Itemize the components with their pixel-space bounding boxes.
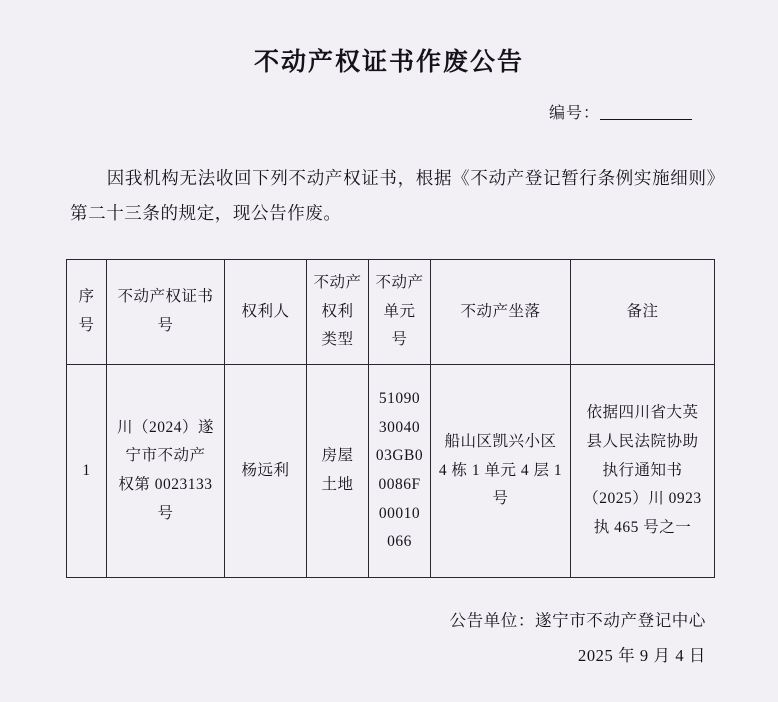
- cell-location: 船山区凯兴小区 4 栋 1 单元 4 层 1 号: [431, 365, 571, 578]
- serial-number-label: 编号：: [548, 105, 600, 122]
- cell-index: 1: [67, 365, 107, 578]
- cell-cert-no: 川（2024）遂 宁市不动产 权第 0023133 号: [107, 365, 225, 578]
- page-title: 不动产权证书作废公告: [253, 49, 524, 76]
- certificate-table: [66, 259, 715, 578]
- cell-owner: 杨远利: [225, 365, 307, 578]
- header-index: 序 号: [67, 260, 107, 365]
- table-header-row: [67, 260, 715, 365]
- date-line: 2025 年 9 月 4 日: [577, 645, 706, 665]
- header-remark: 备注: [571, 260, 715, 365]
- cell-right-type: 房屋 土地: [307, 365, 369, 578]
- cell-unit-no: 51090 30040 03GB0 0086F 00010 066: [369, 365, 431, 578]
- cell-remark: 依据四川省大英 县人民法院协助 执行通知书 （2025）川 0923 执 465 号之一: [571, 365, 715, 578]
- table-row: [67, 365, 715, 578]
- header-cert-no: 不动产权证书 号: [107, 260, 225, 365]
- header-owner: 权利人: [225, 260, 307, 365]
- header-unit-no: 不动产 单元 号: [369, 260, 431, 365]
- serial-number-blank: [600, 104, 692, 120]
- serial-number-line: [0, 100, 778, 123]
- body-paragraph: 因我机构无法收回下列不动产权证书，根据《不动产登记暂行条例实施细则》第二十三条的规定，现公告作废。: [70, 168, 716, 223]
- header-location: 不动产坐落: [431, 260, 571, 365]
- document-footer: [0, 604, 778, 673]
- issuer-line: 公告单位：遂宁市不动产登记中心: [449, 611, 706, 630]
- header-right-type: 不动产 权利 类型: [307, 260, 369, 365]
